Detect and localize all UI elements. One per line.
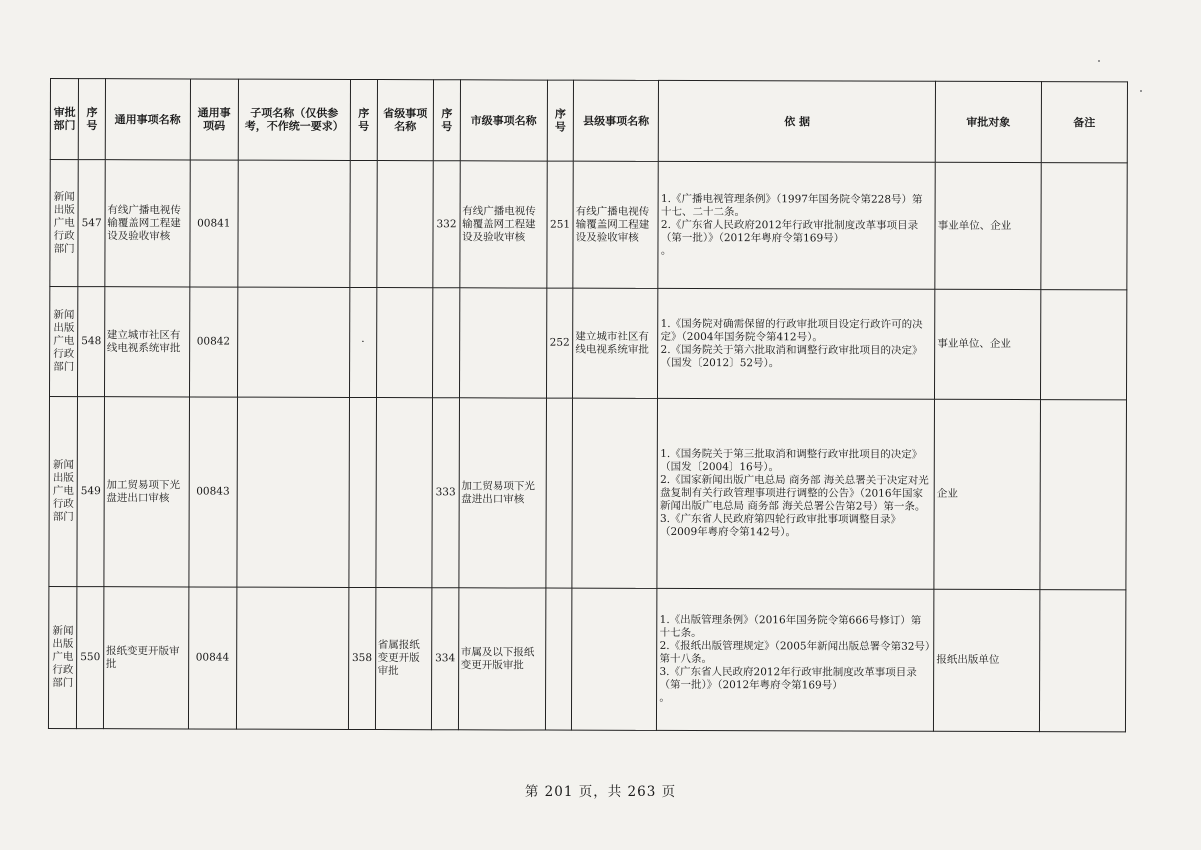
county-no-cell (545, 588, 572, 730)
remark-cell (1040, 290, 1127, 400)
remark-cell (1039, 590, 1126, 732)
basis-line: 1.《出版管理条例》（2016年国务院令第666号修订）第十七条。 (659, 613, 922, 640)
scan-speck (1098, 60, 1100, 62)
col-header-prov-no: 序号 (350, 79, 377, 160)
city-no-cell (433, 288, 460, 398)
prov-no-cell (349, 397, 376, 587)
target-cell: 事业单位、企业 (935, 289, 1041, 399)
prov-no-cell: · (350, 287, 377, 397)
prov-name-cell (375, 398, 432, 588)
dept-cell: 新闻出版广电行政部门 (49, 287, 78, 397)
city-no-cell: 333 (432, 398, 459, 588)
county-name-cell: 有线广播电视传输覆盖网工程建设及验收审核 (573, 161, 659, 288)
item-no-cell: 550 (77, 587, 104, 729)
basis-line: 2.《报纸出版管理规定》（2005年新闻出版总署令第32号）第十八条。 (659, 639, 931, 666)
basis-line: 1.《广播电视管理条例》（1997年国务院令第228号）第十七、二十二条。 (660, 192, 923, 218)
basis-line: 1.《国务院对确需保留的行政审批项目设定行政许可的决定》（2004年国务院令第412号）。 (660, 317, 923, 343)
sub-item-cell (236, 397, 349, 587)
table-row (50, 160, 1127, 290)
basis-cell (657, 588, 934, 731)
item-no-cell: 548 (78, 287, 105, 397)
col-header-city-name: 市级事项名称 (460, 80, 547, 161)
basis-line: 1.《国务院关于第三批取消和调整行政审批项目的决定》（国发〔2004〕16号）。 (660, 447, 923, 474)
target-cell: 报纸出版单位 (934, 589, 1040, 731)
header-row (50, 79, 1127, 163)
city-name-cell (459, 288, 547, 398)
col-header-basis: 依 据 (659, 80, 936, 162)
basis-line: 2.《广东省人民政府2012年行政审批制度改革事项目录（第一批）》（2012年粤府令第169号） (660, 218, 919, 244)
basis-line: 3.《广东省人民政府2012年行政审批制度改革事项目录（第一批）》（2012年粤府令第169号） (659, 665, 917, 692)
item-name-cell: 加工贸易项下光盘进出口审核 (104, 397, 190, 587)
table-row (48, 586, 1125, 731)
item-no-cell: 549 (77, 397, 104, 587)
prov-name-cell: 省属报纸变更开版审批 (375, 588, 432, 730)
col-header-dept: 审批部门 (50, 79, 79, 160)
remark-cell (1040, 400, 1127, 590)
page-number-footer (0, 780, 1201, 800)
col-header-code: 通用事项码 (190, 79, 238, 160)
col-header-name: 通用事项名称 (105, 79, 190, 160)
approval-items-table (48, 78, 1128, 732)
prov-no-cell (350, 160, 377, 287)
col-header-remark: 备注 (1041, 82, 1128, 163)
item-no-cell: 547 (78, 160, 105, 287)
county-no-cell (546, 398, 573, 588)
scan-speck (1140, 90, 1142, 92)
dept-cell: 新闻出版广电行政部门 (49, 397, 78, 587)
item-code-cell: 00841 (190, 160, 238, 287)
page-indicator: 第 201 页，共 263 页 (524, 784, 677, 800)
basis-cell (658, 161, 935, 289)
dept-cell: 新闻出版广电行政部门 (50, 160, 79, 287)
item-name-cell: 报纸变更开版审批 (103, 587, 189, 729)
dept-cell: 新闻出版广电行政部门 (48, 586, 77, 728)
sub-item-cell (236, 587, 349, 729)
county-name-cell: 建立城市社区有线电视系统审批 (573, 288, 659, 398)
county-no-cell: 252 (546, 288, 573, 398)
city-name-cell: 有线广播电视传输覆盖网工程建设及验收审核 (459, 161, 547, 288)
col-header-prov-name: 省级事项名称 (377, 80, 434, 161)
sub-item-cell (237, 160, 350, 287)
city-name-cell: 市属及以下报纸变更开版审批 (458, 588, 546, 730)
col-header-target: 审批对象 (935, 81, 1041, 162)
item-name-cell: 建立城市社区有线电视系统审批 (104, 287, 190, 397)
city-name-cell: 加工贸易项下光盘进出口审核 (459, 398, 547, 588)
city-no-cell: 334 (432, 588, 459, 730)
table-row (49, 397, 1127, 590)
basis-line: 2.《国务院关于第六批取消和调整行政审批项目的决定》（国发〔2012〕52号）。 (660, 343, 923, 369)
item-code-cell: 00842 (189, 287, 237, 397)
col-header-sub: 子项名称（仅供参考，不作统一要求） (238, 79, 351, 160)
col-header-county-name: 县级事项名称 (573, 80, 658, 161)
sub-item-cell (237, 287, 350, 397)
target-cell: 企业 (934, 399, 1040, 589)
item-name-cell: 有线广播电视传输覆盖网工程建设及验收审核 (105, 160, 191, 287)
prov-name-cell (376, 161, 433, 288)
city-no-cell: 332 (433, 161, 460, 288)
col-header-no: 序号 (79, 79, 106, 160)
col-header-city-no: 序号 (434, 80, 461, 161)
table-row (49, 287, 1126, 400)
remark-cell (1041, 163, 1128, 290)
county-no-cell: 251 (547, 161, 574, 288)
item-code-cell: 00844 (188, 587, 236, 729)
basis-line: 。 (659, 691, 670, 704)
basis-cell (657, 398, 934, 589)
basis-line: 。 (660, 244, 672, 257)
item-code-cell: 00843 (189, 397, 237, 587)
basis-line: 3.《广东省人民政府第四轮行政审批事项调整目录》（2009年粤府令第142号）。 (659, 512, 902, 539)
county-name-cell (572, 398, 658, 588)
county-name-cell (572, 588, 658, 730)
prov-name-cell (376, 288, 433, 398)
basis-cell (658, 288, 935, 399)
target-cell: 事业单位、企业 (935, 162, 1041, 289)
prov-no-cell: 358 (349, 587, 376, 729)
basis-line: 2.《国家新闻出版广电总局 商务部 海关总署关于决定对光盘复制有关行政管理事项进行调整的公告》（2016年国家新闻出版广电总局 商务部 海关总署公告第2号）第一条。 (660, 473, 929, 513)
col-header-county-no: 序号 (547, 80, 574, 161)
